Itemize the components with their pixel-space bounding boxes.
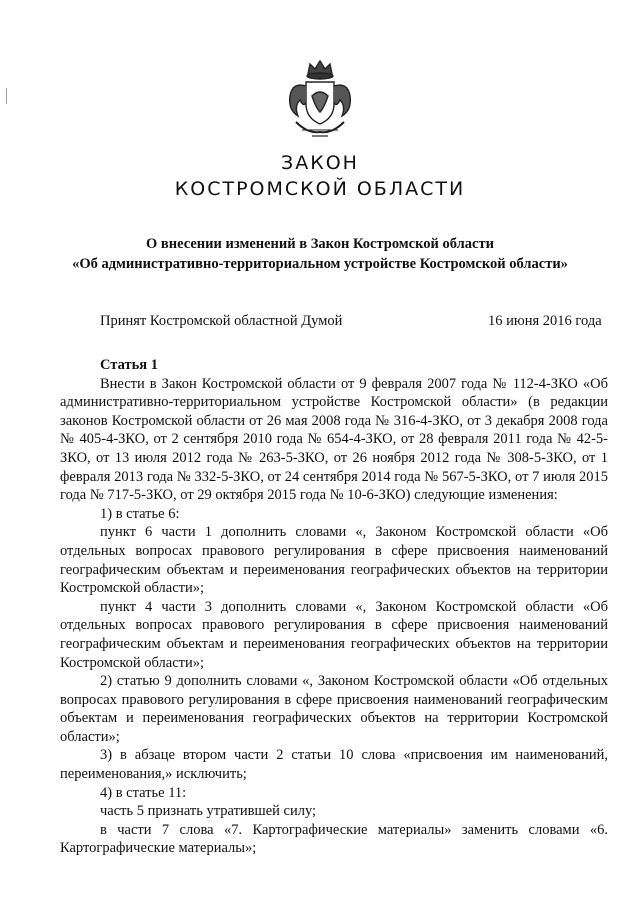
- paragraph: 2) статью 9 дополнить словами «, Законом Костромской области «Об отдельных вопросах правового регулирования в сфере присвоения наименований географическим объектам и переименования географических объектов на территории Костромской области»;: [60, 673, 608, 745]
- law-title-line1: ЗАКОН: [281, 152, 359, 174]
- scan-edge-mark: [6, 88, 7, 104]
- article-heading: Статья 1: [100, 357, 158, 373]
- paragraph: 3) в абзаце втором части 2 статьи 10 слова «присвоения им наименований, переименования,» исключить;: [60, 747, 608, 783]
- paragraph: Внести в Закон Костромской области от 9 февраля 2007 года № 112-4-ЗКО «Об административно-территориальном устройстве Костромской области» (в редакции законов Костромской области от 26 мая 2008 года № 316-4-ЗКО, от 3 декабря 2008 года № 405-4-ЗКО, от 2 сентября 2010 года № 654-4-ЗКО, от 28 февраля 2011 года № 42-5-ЗКО, от 13 июля 2012 года № 263-5-ЗКО, от 26 ноября 2012 года № 308-5-ЗКО, от 1 февраля 2013 года № 332-5-ЗКО, от 24 сентября 2014 года № 567-5-ЗКО, от 7 июля 2015 года № 717-5-ЗКО, от 29 октября 2015 года № 10-6-ЗКО) следующие изменения:: [60, 375, 608, 504]
- paragraph: 4) в статье 11:: [100, 784, 187, 801]
- paragraph: в части 7 слова «7. Картографические материалы» заменить словами «6. Картографические материалы»;: [60, 821, 608, 857]
- document-body: [60, 356, 608, 858]
- coat-of-arms-emblem: [282, 52, 358, 144]
- adopted-date: 16 июня 2016 года: [488, 313, 602, 329]
- paragraph: 1) в статье 6:: [100, 505, 180, 522]
- paragraph: пункт 4 части 3 дополнить словами «, Законом Костромской области «Об отдельных вопросах правового регулирования в сфере присвоения наименований географическим объектам и переименования географических объектов на территории Костромской области»;: [60, 598, 608, 671]
- adopted-by: Принят Костромской областной Думой: [100, 313, 343, 329]
- law-subtitle-line1: О внесении изменений в Закон Костромской области: [146, 236, 494, 252]
- paragraph: часть 5 признать утратившей силу;: [100, 803, 317, 820]
- law-subtitle-line2: «Об административно-территориальном устройстве Костромской области»: [72, 256, 568, 272]
- law-title-line2: КОСТРОМСКОЙ ОБЛАСТИ: [174, 178, 466, 200]
- paragraph: пункт 6 части 1 дополнить словами «, Законом Костромской области «Об отдельных вопросах правового регулирования в сфере присвоения наименований географическим объектам и переименования географических объектов на территории Костромской области»;: [60, 524, 608, 597]
